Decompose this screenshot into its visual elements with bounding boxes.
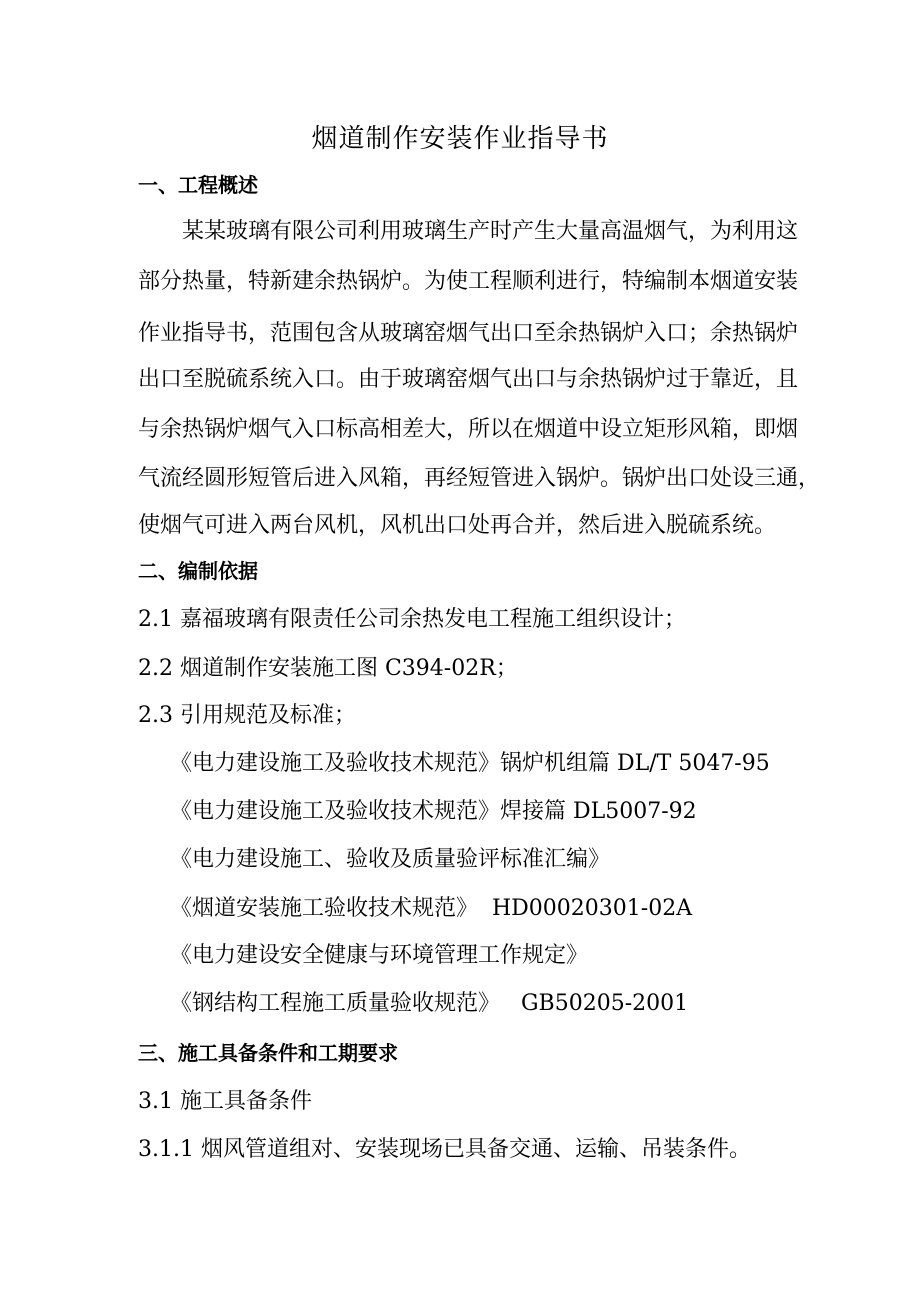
overview-paragraph-line: 气流经圆形短管后进入风箱，再经短管进入锅炉。锅炉出口处设三通，: [138, 466, 821, 491]
overview-paragraph-line: 使烟气可进入两台风机，风机出口处再合并，然后进入脱硫系统。: [138, 513, 777, 538]
overview-paragraph-line: 与余热锅炉烟气入口标高相差大，所以在烟道中设立矩形风箱，即烟: [138, 417, 799, 442]
section-heading-basis: 二、编制依据: [138, 559, 258, 583]
basis-item-2-3: 2.3 引用规范及标准；: [138, 703, 356, 728]
overview-paragraph-line: 某某玻璃有限公司利用玻璃生产时产生大量高温烟气，为利用这: [182, 219, 799, 244]
basis-item-2-2: 2.2 烟道制作安装施工图 C394-02R；: [138, 656, 518, 681]
overview-paragraph-line: 作业指导书，范围包含从玻璃窑烟气出口至余热锅炉入口；余热锅炉: [138, 321, 799, 346]
reference-standard: 《电力建设安全健康与环境管理工作规定》: [170, 943, 589, 968]
section-heading-overview: 一、工程概述: [138, 173, 258, 197]
conditions-item-3-1-1: 3.1.1 烟风管道组对、安装现场已具备交通、运输、吊装条件。: [138, 1137, 751, 1162]
overview-paragraph-line: 部分热量，特新建余热锅炉。为使工程顺利进行，特编制本烟道安装: [138, 269, 799, 294]
basis-item-2-1: 2.1 嘉福玻璃有限责任公司余热发电工程施工组织设计；: [138, 607, 686, 632]
conditions-item-3-1: 3.1 施工具备条件: [138, 1089, 312, 1114]
reference-standard: 《电力建设施工、验收及质量验评标准汇编》: [170, 847, 611, 872]
reference-standard: 《钢结构工程施工质量验收规范》 GB50205-2001: [170, 991, 689, 1016]
reference-standard: 《电力建设施工及验收技术规范》锅炉机组篇 DL/T 5047-95: [170, 751, 770, 776]
document-title: 烟道制作安装作业指导书: [311, 124, 609, 154]
reference-standard: 《烟道安装施工验收技术规范》 HD00020301-02A: [170, 896, 693, 921]
reference-standard: 《电力建设施工及验收技术规范》焊接篇 DL5007-92: [170, 799, 697, 824]
overview-paragraph-line: 出口至脱硫系统入口。由于玻璃窑烟气出口与余热锅炉过于靠近，且: [138, 367, 799, 392]
section-heading-conditions: 三、施工具备条件和工期要求: [138, 1041, 398, 1065]
